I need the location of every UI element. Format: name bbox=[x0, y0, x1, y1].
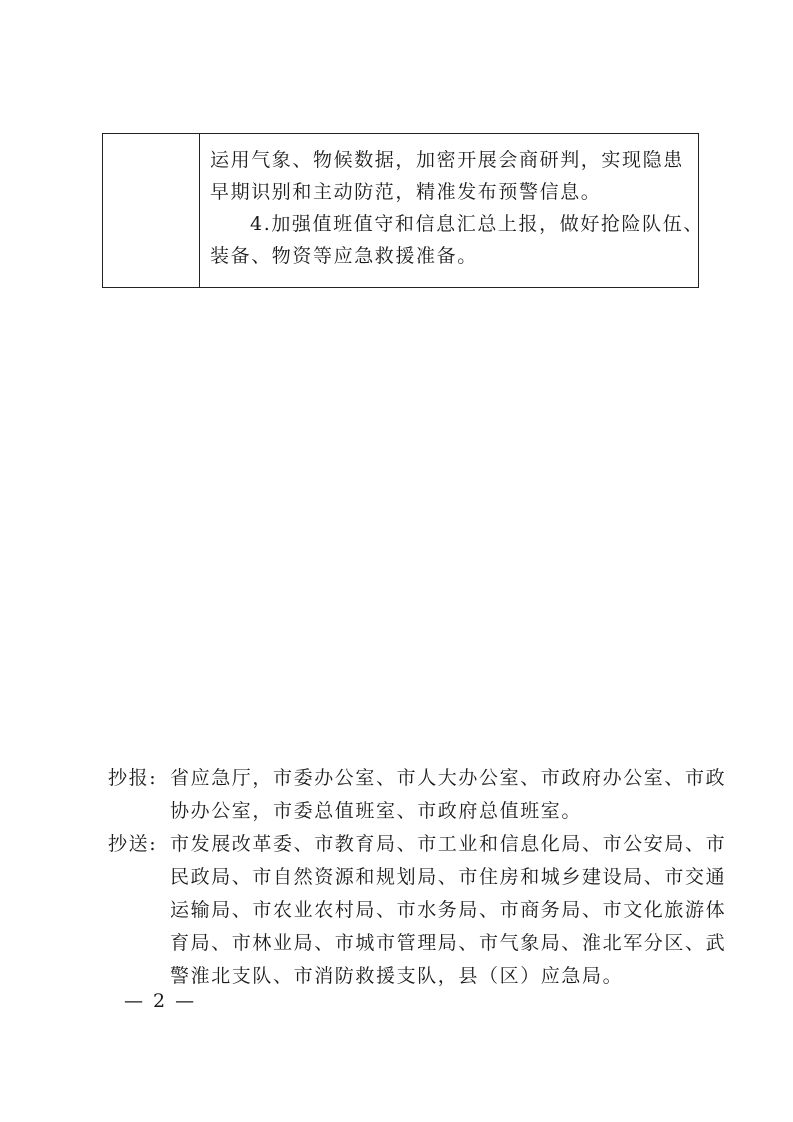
copy-to-line: 育局、市林业局、市城市管理局、市气象局、淮北军分区、武 bbox=[170, 932, 727, 954]
distribution-section bbox=[108, 762, 727, 993]
report-to-line: 省应急厅，市委办公室、市人大办公室、市政府办公室、市政 bbox=[170, 767, 727, 789]
copy-to-line: 运输局、市农业农村局、市水务局、市商务局、市文化旅游体 bbox=[170, 899, 727, 921]
copy-to-line: 市发展改革委、市教育局、市工业和信息化局、市公安局、市 bbox=[170, 833, 727, 855]
report-to-label: 抄报: bbox=[108, 767, 158, 789]
copy-to-block bbox=[108, 828, 727, 993]
page-number: — 2 — bbox=[124, 990, 197, 1012]
table-left-cell bbox=[103, 134, 200, 287]
report-to-block bbox=[108, 762, 727, 828]
table-text-line: 4.加强值班值守和信息汇总上报，做好抢险队伍、 bbox=[250, 213, 704, 235]
report-to-line: 协办公室，市委总值班室、市政府总值班室。 bbox=[170, 800, 583, 822]
copy-to-line: 警淮北支队、市消防救援支队，县（区）应急局。 bbox=[170, 965, 624, 987]
measures-table-fragment bbox=[102, 133, 704, 288]
table-text-line: 早期识别和主动防范，精准发布预警信息。 bbox=[210, 181, 602, 203]
table-text-line: 运用气象、物候数据，加密开展会商研判，实现隐患 bbox=[210, 149, 684, 171]
table-right-cell bbox=[200, 134, 704, 287]
table-text-line: 装备、物资等应急救援准备。 bbox=[210, 245, 478, 267]
copy-to-line: 民政局、市自然资源和规划局、市住房和城乡建设局、市交通 bbox=[170, 866, 727, 888]
copy-to-label: 抄送: bbox=[108, 833, 158, 855]
